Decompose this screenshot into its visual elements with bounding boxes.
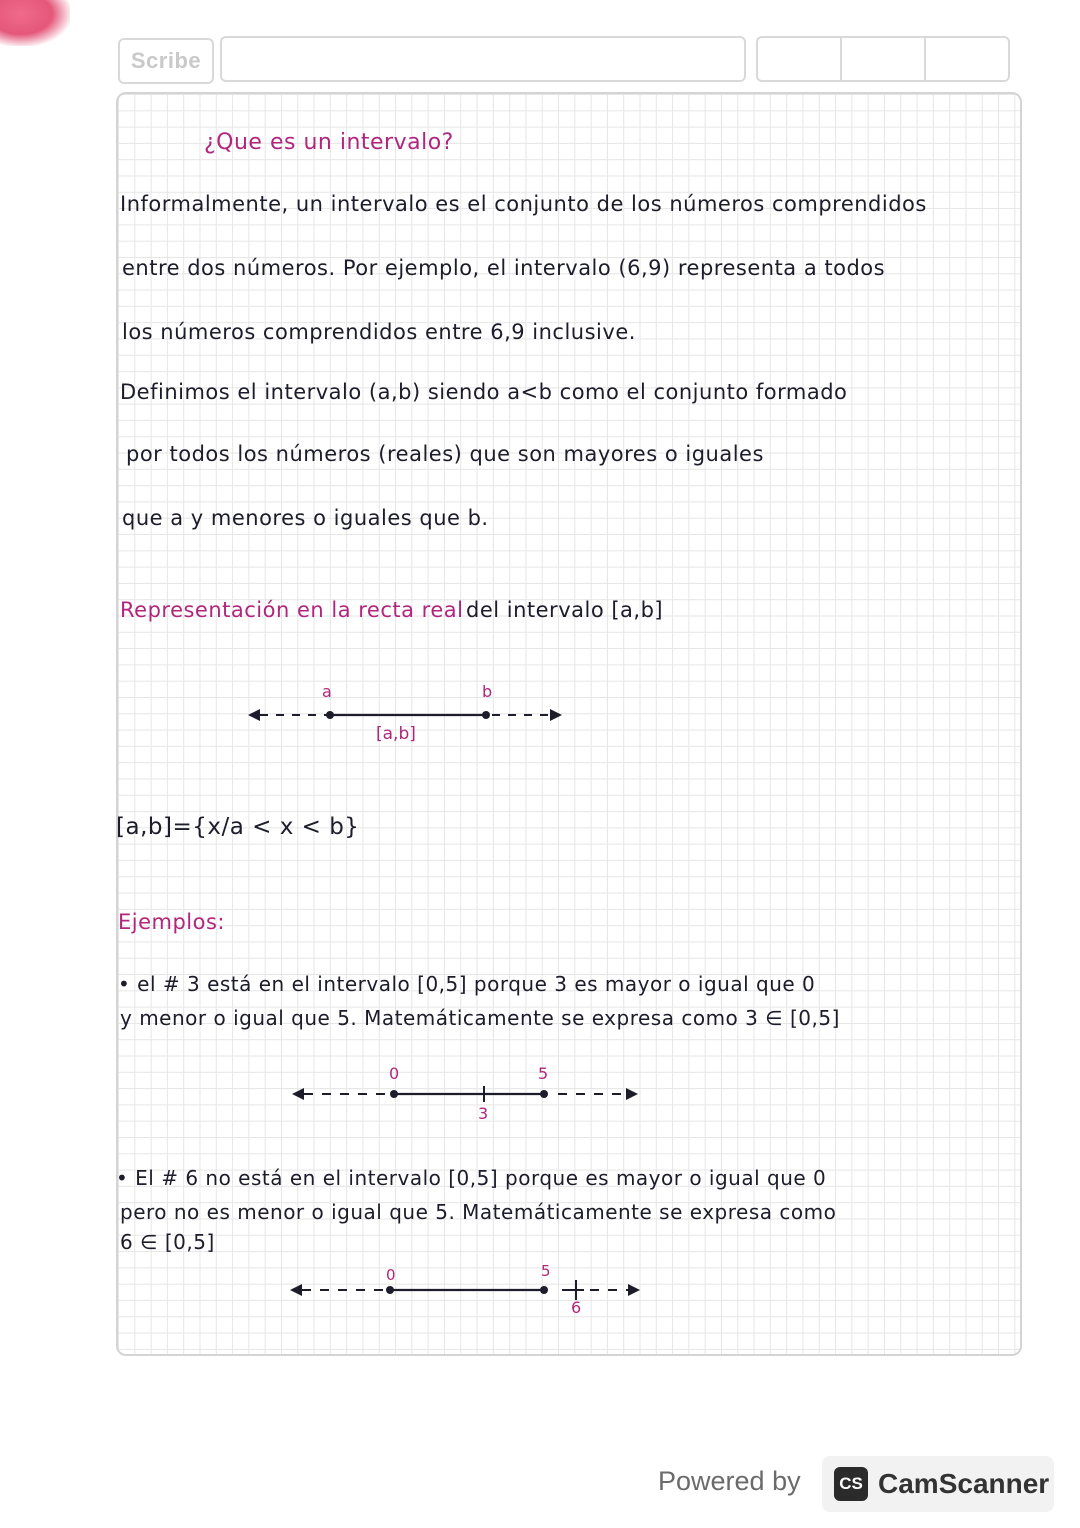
paragraph2-line2: por todos los números (reales) que son mayores o iguales bbox=[126, 442, 764, 466]
diagram2-label-3: 3 bbox=[478, 1104, 489, 1123]
camscanner-name: CamScanner bbox=[878, 1468, 1050, 1499]
camscanner-logo-icon: CS bbox=[834, 1467, 868, 1501]
representation-heading-dark: del intervalo [a,b] bbox=[466, 598, 664, 622]
number-line-example2 bbox=[284, 1256, 664, 1326]
paragraph1-line3: los números comprendidos entre 6,9 inclusive. bbox=[122, 320, 636, 344]
diagram1-interval-label: [a,b] bbox=[376, 724, 416, 744]
date-field-box bbox=[756, 36, 1010, 82]
diagram3-label-0: 0 bbox=[386, 1266, 396, 1284]
brand-text: Scribe bbox=[130, 48, 202, 73]
set-definition: [a,b]={x/a < x < b} bbox=[116, 814, 360, 840]
date-cell-year bbox=[926, 38, 1008, 80]
diagram1-label-b: b bbox=[482, 682, 493, 701]
representation-heading-pink: Representación en la recta real bbox=[120, 598, 464, 622]
diagram1-label-a: a bbox=[322, 682, 332, 701]
note-title: ¿Que es un intervalo? bbox=[204, 130, 454, 155]
point-5 bbox=[540, 1286, 548, 1294]
diagram3-label-5: 5 bbox=[541, 1262, 551, 1280]
title-field-box bbox=[220, 36, 746, 82]
left-arrowhead bbox=[290, 1284, 302, 1296]
number-line-a-b bbox=[240, 676, 580, 756]
diagram2-label-5: 5 bbox=[538, 1064, 549, 1083]
paragraph2-line3: que a y menores o iguales que b. bbox=[122, 506, 489, 530]
powered-by-text: Powered by bbox=[658, 1466, 801, 1496]
point-0 bbox=[390, 1090, 398, 1098]
point-5 bbox=[540, 1090, 548, 1098]
date-cell-month bbox=[842, 38, 926, 80]
examples-heading: Ejemplos: bbox=[118, 910, 226, 934]
date-cell-day bbox=[758, 38, 842, 80]
number-line-example1 bbox=[286, 1060, 656, 1130]
point-0 bbox=[386, 1286, 394, 1294]
example2-line3: 6 ∈ [0,5] bbox=[120, 1230, 215, 1254]
example1-line1: • el # 3 está en el intervalo [0,5] porque 3 es mayor o igual que 0 bbox=[118, 972, 816, 996]
corner-mark bbox=[0, 0, 70, 46]
paragraph1-line2: entre dos números. Por ejemplo, el intervalo (6,9) representa a todos bbox=[122, 256, 886, 280]
example2-line2: pero no es menor o igual que 5. Matemáticamente se expresa como bbox=[120, 1200, 837, 1224]
diagram3-label-6: 6 bbox=[571, 1298, 582, 1317]
right-arrowhead bbox=[550, 709, 562, 721]
diagram2-label-0: 0 bbox=[389, 1064, 400, 1083]
point-b bbox=[482, 711, 490, 719]
point-a bbox=[326, 711, 334, 719]
example2-line1: • El # 6 no está en el intervalo [0,5] porque es mayor o igual que 0 bbox=[116, 1166, 827, 1190]
paragraph2-line1: Definimos el intervalo (a,b) siendo a<b como el conjunto formado bbox=[120, 380, 848, 404]
camscanner-badge bbox=[822, 1456, 1054, 1512]
left-arrowhead bbox=[292, 1088, 304, 1100]
right-arrowhead bbox=[626, 1088, 638, 1100]
example1-line2: y menor o igual que 5. Matemáticamente se expresa como 3 ∈ [0,5] bbox=[120, 1006, 840, 1030]
right-arrowhead bbox=[628, 1284, 640, 1296]
paragraph1-line1: Informalmente, un intervalo es el conjunto de los números comprendidos bbox=[120, 192, 927, 216]
left-arrowhead bbox=[248, 709, 260, 721]
brand-logo bbox=[118, 38, 214, 84]
